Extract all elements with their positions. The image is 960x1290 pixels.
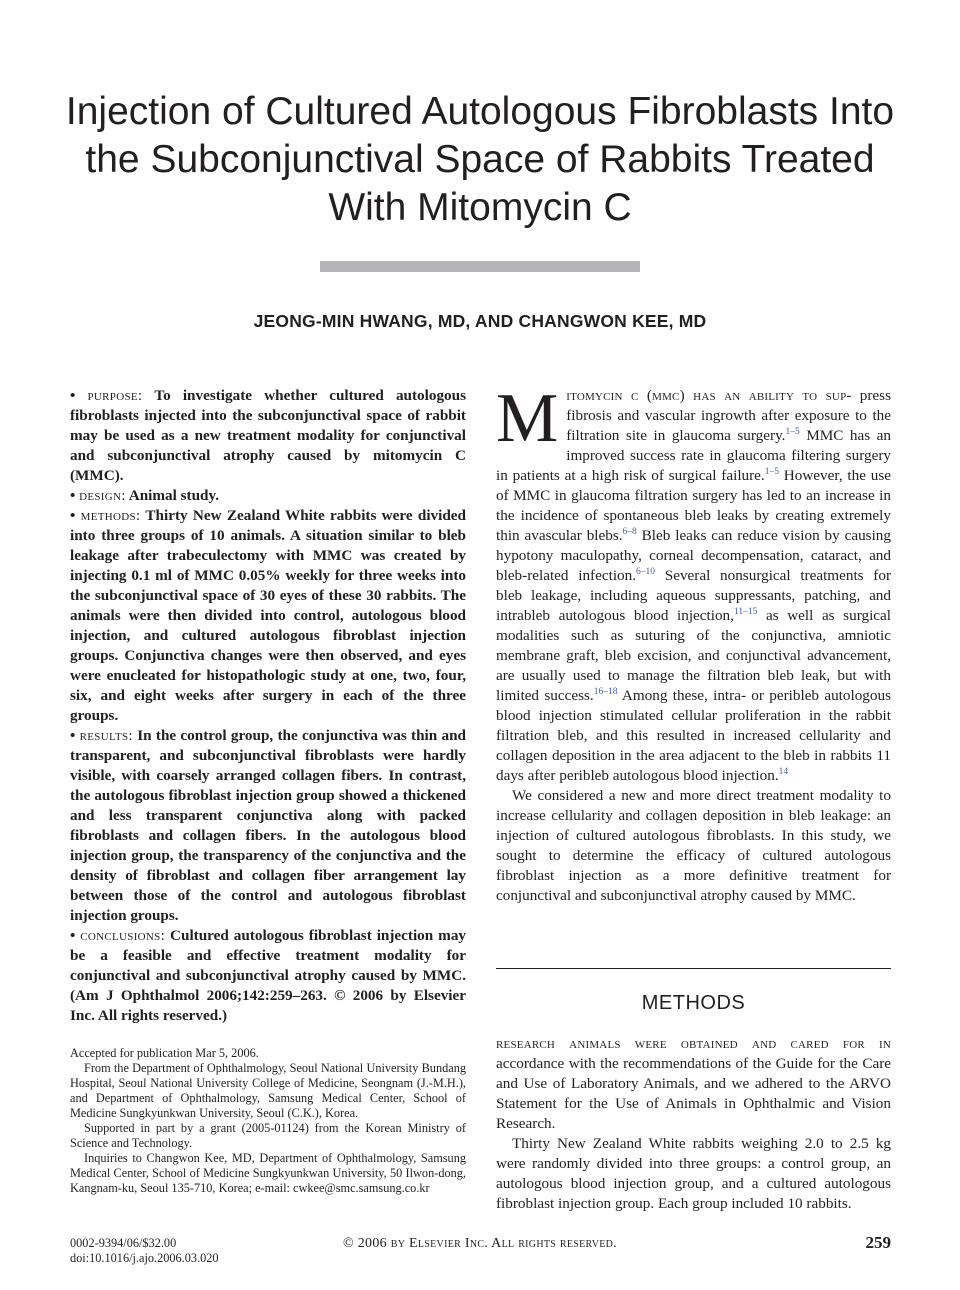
conclusions-text: Cultured autologous fibroblast injection may be a feasible and effective treatment modality for conjunctival and subconjunctival atrophy caused by MMC.: [70, 927, 467, 984]
abstract-purpose: • purpose: To investigate whether cultured autologous fibroblasts injected into the subconjunctival space of rabbit may be used as a new treatment modality for conjunctival and subconjunctival atrophy caused by mitomycin C (MMC).: [70, 387, 466, 484]
methods-paragraph-1: [496, 1034, 891, 1134]
section-rule: [496, 968, 891, 969]
reference-link[interactable]: 6–8: [622, 527, 637, 537]
intro-sentence: Bleb leaks can reduce vision by causing hypotony maculopathy, corneal decompensation, cataract, and bleb-related infection.: [496, 527, 891, 584]
reference-link[interactable]: 16–18: [593, 687, 618, 697]
reference-link[interactable]: 14: [778, 767, 789, 777]
issn: 0002-9394/06/$32.00: [70, 1236, 177, 1250]
methods-heading: METHODS: [641, 992, 746, 1014]
author-line: JEONG-MIN HWANG, MD, AND CHANGWON KEE, MD: [253, 311, 707, 331]
abstract-results: • results: In the control group, the conjunctiva was thin and transparent, and subconjunctival fibroblasts were hardly visible, with coarsely arranged collagen fibers. In contrast, the autologous fibroblast injection group showed a thickened and less transparent conjunctiva along with packed fibroblasts and collagen fibers. In the autologous blood injection group, the transparency of the conjunctiva and the density of fibroblast and collagen fiber arrangement lay between those of the control and autologous fibroblast injection groups.: [70, 727, 466, 924]
abstract-methods: • methods: Thirty New Zealand White rabbits were divided into three groups of 10 animals. A situation similar to bleb leakage after trabeculectomy with MMC was created by injecting 0.1 ml of MMC 0.05% weekly for three weeks into the subconjunctival space of 30 eyes of these 30 rabbits. The animals were then divided into control, autologous blood injection, and cultured autologous fibroblast injection groups. Conjunctiva changes were then observed, and eyes were enucleated for histopathologic study at one, two, four, six, and eight weeks after surgery in each of the three groups.: [70, 507, 466, 724]
reference-link[interactable]: 1–5: [764, 467, 779, 477]
reference-link[interactable]: 11–15: [733, 607, 758, 617]
reference-link[interactable]: 6–10: [636, 567, 656, 577]
results-text: In the control group, the conjunctiva was thin and transparent, and subconjunctival fibroblasts were hardly visible, with coarsely arranged collagen fibers. In contrast, the autologous fibroblast injection group showed a thickened and less transparent conjunctiva along with packed fibroblasts and collagen fibers. In the autologous blood injection group, the transparency of the conjunctiva and the density of fibroblast and collagen fiber arrangement lay between those of the control and autologous fibroblast injection groups.: [70, 727, 466, 924]
footnote-inquiries: Inquiries to Changwon Kee, MD, Department of Ophthalmology, Samsung Medical Center, School of Medicine Sungkyunkwan University, 50 Ilwon-dong, Kangnam-ku, Seoul 135-710, Korea; e-mail: cwkee@smc.samsung.co.kr: [70, 1151, 466, 1195]
title-divider-bar: [320, 261, 640, 272]
methods-paragraph-2: Thirty New Zealand White rabbits weighing 2.0 to 2.5 kg were randomly divided into three groups: a control group, an autologous blood injection group, and a cultured autologous fibroblast injection group. Each group included 10 rabbits.: [496, 1135, 891, 1212]
intro-sentence: However, the use of MMC in glaucoma filtration surgery has led to an increase in the incidence of spontaneous bleb leaks by creating extremely thin avascular blebs.: [496, 467, 892, 544]
methods-body: [496, 1034, 891, 1214]
footnotes: [70, 1046, 466, 1196]
purpose-label: purpose:: [87, 387, 143, 404]
footer-copyright: © 2006 by Elsevier Inc. All rights reserved.: [343, 1236, 617, 1251]
design-text: Animal study.: [128, 487, 220, 504]
footnote-support: Supported in part by a grant (2005-01124) from the Korean Ministry of Science and Technology.: [70, 1121, 466, 1150]
abstract-design: • design: Animal study.: [70, 487, 220, 504]
article-title: Injection of Cultured Autologous Fibroblasts Into the Subconjunctival Space of Rabbits Treated With Mitomycin C: [65, 90, 895, 229]
intro-sentence: MMC has an improved success rate in glaucoma filtering surgery in patients at a high risk of surgical failure.: [496, 427, 891, 484]
intro-paragraph-2: We considered a new and more direct treatment modality to increase cellularity and collagen deposition in bleb leakage: an injection of cultured autologous fibroblasts. In this study, we sought to determine the efficacy of cultured autologous fibroblast injection as a more definitive treatment for conjunctival and subconjunctival atrophy caused by MMC.: [496, 787, 891, 904]
abstract-citation: (Am J Ophthalmol 2006;142:259–263. © 2006 by Elsevier Inc. All rights reserved.): [70, 987, 466, 1024]
page-number: 259: [865, 1233, 891, 1252]
introduction: [496, 380, 892, 906]
abstract: [70, 386, 466, 1026]
methods-lead-caps: research animals were obtained and cared for in: [496, 1035, 891, 1052]
reference-link[interactable]: 1–5: [785, 427, 800, 437]
purpose-text: To investigate whether cultured autologous fibroblasts injected into the subconjunctival space of rabbit may be used as a new treatment modality for conjunctival and subconjunctival atrophy caused by mitomycin C (MMC).: [70, 387, 466, 484]
drop-cap: M: [496, 380, 559, 457]
doi-link[interactable]: doi:10.1016/j.ajo.2006.03.020: [70, 1251, 219, 1265]
results-label: results:: [79, 727, 133, 744]
intro-paragraph-1: [496, 380, 892, 786]
methods-text: Thirty New Zealand White rabbits were divided into three groups of 10 animals. A situation similar to bleb leakage after trabeculectomy with MMC was created by injecting 0.1 ml of MMC 0.05% weekly for three weeks into the subconjunctival space of 30 eyes of these 30 rabbits. The animals were then divided into control, autologous blood injection, and cultured autologous fibroblast injection groups. Conjunctiva changes were then observed, and eyes were enucleated for histopathologic study at one, two, four, six, and eight weeks after surgery in each of the three groups.: [70, 507, 466, 724]
intro-sentence: press fibrosis and vascular ingrowth after exposure to the filtration site in glaucoma surgery.: [566, 387, 891, 444]
design-label: design:: [79, 487, 126, 504]
intro-sentence: Several nonsurgical treatments for bleb leakage, including aqueous suppressants, patching, and intrableb autologous blood injection,: [496, 567, 892, 624]
abstract-conclusions: • conclusions: Cultured autologous fibroblast injection may be a feasible and effective treatment modality for conjunctival and subconjunctival atrophy caused by MMC. (Am J Ophthalmol 2006;142:259–263. © 2006 by Elsevier Inc. All rights reserved.): [70, 927, 467, 1024]
footnote-accepted: Accepted for publication Mar 5, 2006.: [70, 1046, 259, 1060]
methods-label: methods:: [80, 507, 141, 524]
footnote-affiliation: From the Department of Ophthalmology, Seoul National University Bundang Hospital, Seoul National University College of Medicine, Seongnam (J.-M.H.), and Department of Ophthalmology, Samsung Medical Center, School of Medicine Sungkyunkwan University, Seoul (C.K.), Korea.: [70, 1061, 466, 1120]
conclusions-label: conclusions:: [80, 927, 166, 944]
abstract-column: [70, 386, 466, 1026]
intro-sentence: Among these, intra- or peribleb autologous blood injection stimulated cellular proliferation in the rabbit filtration bleb, and this resulted in increased cellularity and collagen deposition in the area adjacent to the bleb in rabbits 11 days after peribleb autologous blood injection.: [496, 687, 891, 784]
intro-lead-caps: itomycin c (mmc) has an ability to sup-: [566, 387, 852, 404]
intro-sentence: as well as surgical modalities such as suturing of the conjunctiva, amniotic membrane graft, bleb excision, and conjunctival advancement, are usually used to manage the filtration bleb leak, but with limited success.: [496, 607, 891, 704]
methods-text-1: accordance with the recommendations of the Guide for the Care and Use of Laboratory Animals, and we adhered to the ARVO Statement for the Use of Animals in Ophthalmic and Vision Research.: [496, 1055, 891, 1132]
